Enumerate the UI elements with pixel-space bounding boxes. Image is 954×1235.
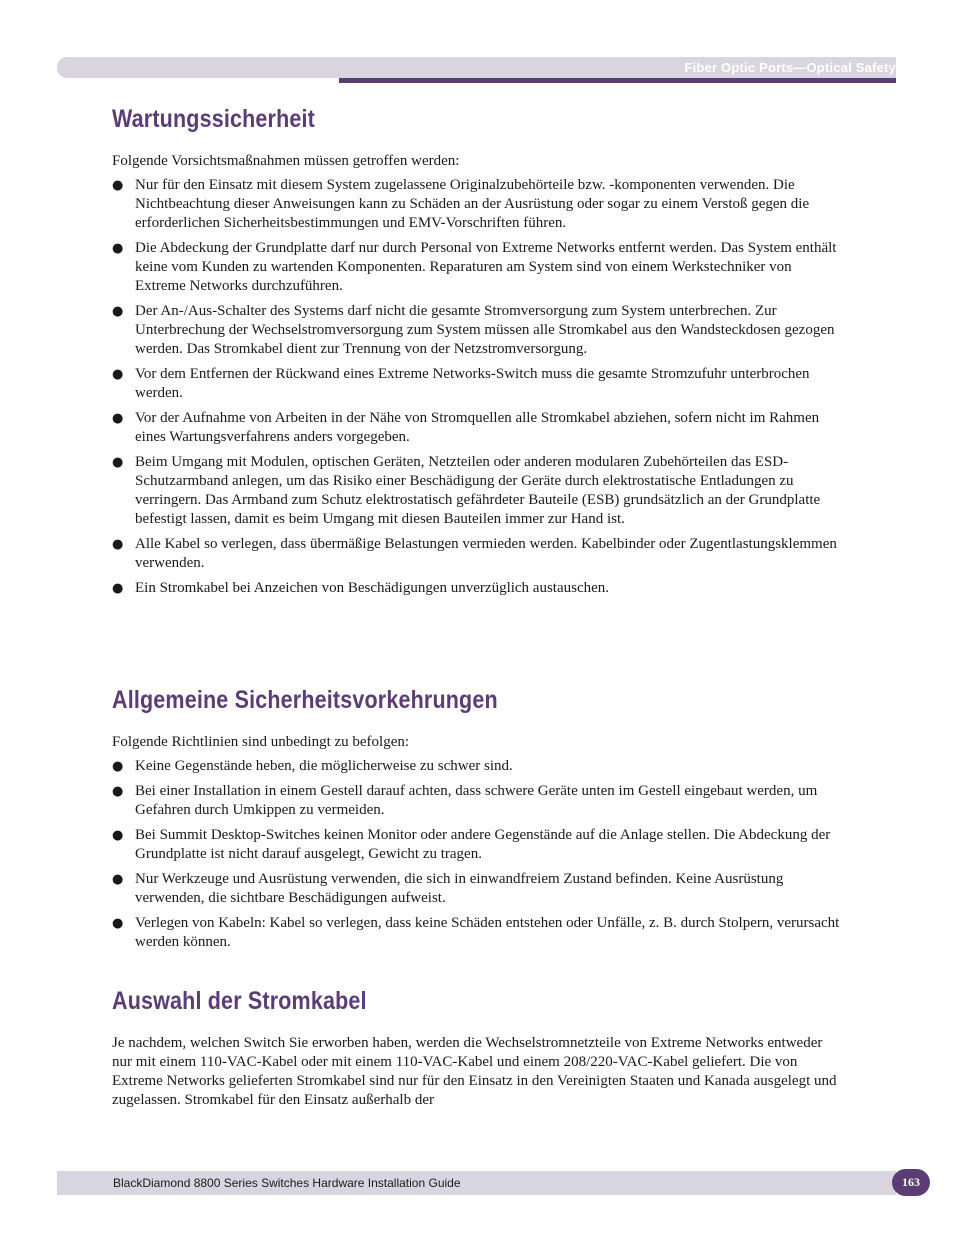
list-item [112,453,842,529]
list-item [112,302,842,359]
list-item [112,176,842,233]
list-item [112,239,842,296]
bullet-icon: ● [112,916,124,931]
bullet-icon: ● [112,455,124,470]
bullet-icon: ● [112,178,124,193]
section-allgemeine-sicherheitsvorkehrungen [112,686,842,958]
list-item [112,757,842,776]
bullet-icon: ● [112,581,124,596]
bullet-icon: ● [112,784,124,799]
list-item-text: Beim Umgang mit Modulen, optischen Geräten, Netzteilen oder anderen modularen Zubehörteilen das ESD-Schutzarmband anlegen, um das Risiko einer Beschädigung der Geräte durch elektrostatische Entladungen zu verringern. Das Armband zum Schutz elektrostatisch gefährdeter Bauteile (ESB) grundsätzlich an der Grundplatte befestigt lassen, damit es beim Umgang mit diesen Bauteilen immer zur Hand ist. [135,454,821,527]
list-item-text: Bei einer Installation in einem Gestell darauf achten, dass schwere Geräte unten im Gestell eingebaut werden, um Gefahren durch Umkippen zu vermeiden. [135,783,818,818]
bullet-icon: ● [112,537,124,552]
list-item [112,826,842,864]
bullet-list [112,176,842,598]
running-title: Fiber Optic Ports—Optical Safety [684,60,896,75]
bullet-icon: ● [112,241,124,256]
page-number-badge: 163 [892,1169,930,1196]
list-item-text: Nur Werkzeuge und Ausrüstung verwenden, die sich in einwandfreiem Zustand befinden. Keine Ausrüstung verwenden, die sichtbare Beschädigungen aufweist. [135,871,784,906]
header-accent-rule [339,78,896,83]
bullet-icon: ● [112,828,124,843]
list-item [112,579,842,598]
section-body: Je nachdem, welchen Switch Sie erworben haben, werden die Wechselstromnetzteile von Extreme Networks entweder nur mit einem 110-VAC-Kabel oder mit einem 110-VAC-Kabel und einem 208/220-VAC-Kabel geliefert. Die von Extreme Networks gelieferten Stromkabel sind nur für den Einsatz in den Vereinigten Staaten und Kanada ausgelegt und zugelassen. Stromkabel für den Einsatz außerhalb der [112,1035,837,1108]
list-item-text: Vor dem Entfernen der Rückwand eines Extreme Networks-Switch muss die gesamte Stromzufuhr unterbrochen werden. [135,366,810,401]
list-item [112,409,842,447]
section-heading: Auswahl der Stromkabel [112,987,367,1015]
section-wartungssicherheit [112,105,842,604]
section-heading: Wartungssicherheit [112,105,316,133]
list-item [112,870,842,908]
bullet-icon: ● [112,872,124,887]
bullet-icon: ● [112,367,124,382]
bullet-icon: ● [112,759,124,774]
list-item-text: Bei Summit Desktop-Switches keinen Monitor oder andere Gegenstände auf die Anlage stellen. Die Abdeckung der Grundplatte ist nicht darauf ausgelegt, Gewicht zu tragen. [135,827,831,862]
list-item [112,535,842,573]
section-intro: Folgende Vorsichtsmaßnahmen müssen getroffen werden: [112,153,460,169]
list-item-text: Alle Kabel so verlegen, dass übermäßige Belastungen vermieden werden. Kabelbinder oder Zugentlastungsklemmen verwenden. [135,536,837,571]
section-intro: Folgende Richtlinien sind unbedingt zu befolgen: [112,734,410,750]
list-item-text: Der An-/Aus-Schalter des Systems darf nicht die gesamte Stromversorgung zum System unterbrechen. Zur Unterbrechung der Wechselstromversorgung zum System müssen alle Stromkabel aus den Wandsteckdosen gezogen werden. Das Stromkabel dient zur Trennung von der Netzstromversorgung. [135,303,835,357]
list-item-text: Nur für den Einsatz mit diesem System zugelassene Originalzubehörteile bzw. -komponenten verwenden. Die Nichtbeachtung dieser Anweisungen kann zu Schäden an der Ausrüstung oder sogar zu einem Verstoß gegen die erforderlichen Sicherheitsbestimmungen und EMV-Vorschriften führen. [135,177,810,231]
bullet-icon: ● [112,304,124,319]
section-heading: Allgemeine Sicherheitsvorkehrungen [112,686,498,714]
list-item-text: Verlegen von Kabeln: Kabel so verlegen, dass keine Schäden entstehen oder Unfälle, z. B. durch Stolpern, verursacht werden können. [135,915,840,950]
list-item-text: Ein Stromkabel bei Anzeichen von Beschädigungen unverzüglich austauschen. [135,580,610,596]
list-item-text: Vor der Aufnahme von Arbeiten in der Nähe von Stromquellen alle Stromkabel abziehen, sofern nicht im Rahmen eines Wartungsverfahrens anders vorgegeben. [135,410,820,445]
footer-guide-title: BlackDiamond 8800 Series Switches Hardware Installation Guide [113,1176,461,1190]
bullet-list [112,757,842,952]
section-auswahl-der-stromkabel [112,987,842,1110]
list-item [112,782,842,820]
list-item [112,914,842,952]
list-item [112,365,842,403]
bullet-icon: ● [112,411,124,426]
list-item-text: Die Abdeckung der Grundplatte darf nur durch Personal von Extreme Networks entfernt werden. Das System enthält keine vom Kunden zu wartenden Komponenten. Reparaturen am System sind von einem Werkstechniker von Extreme Networks durchzuführen. [135,240,837,294]
list-item-text: Keine Gegenstände heben, die möglicherweise zu schwer sind. [135,758,513,774]
